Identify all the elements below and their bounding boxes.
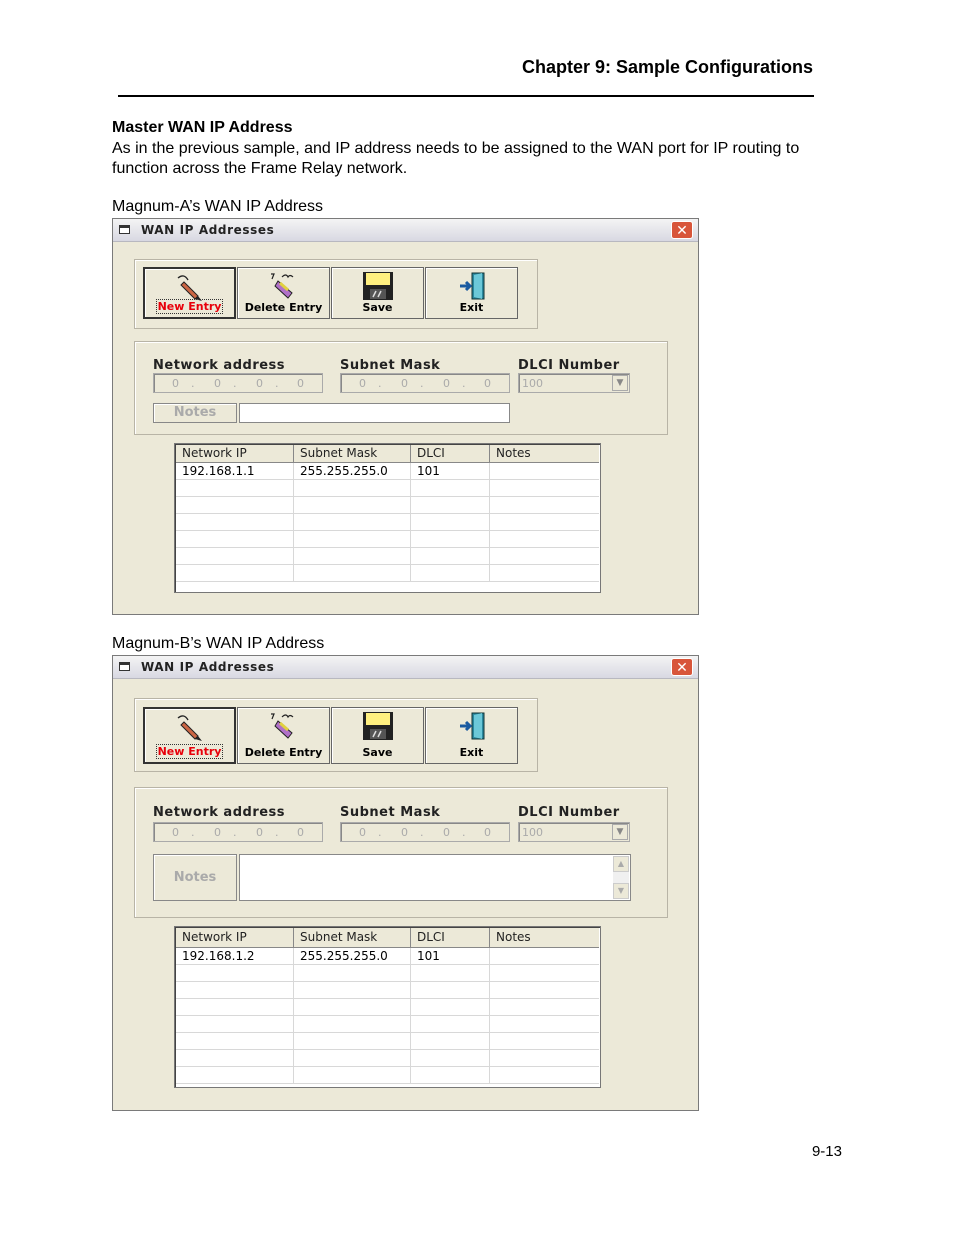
window-icon <box>119 225 130 234</box>
save-button[interactable] <box>331 267 424 319</box>
close-button[interactable]: ✕ <box>671 658 693 676</box>
wan-ip-window-b <box>112 655 699 1111</box>
toolbar <box>134 259 538 329</box>
column-dlci[interactable]: DLCI <box>411 445 490 462</box>
section-title: Master WAN IP Address <box>112 119 293 136</box>
header-rule <box>118 95 814 97</box>
dlci-number-label: DLCI Number <box>518 805 620 820</box>
caption-magnum-b: Magnum-B’s WAN IP Address <box>112 635 325 652</box>
floppy-disk-icon <box>362 711 394 741</box>
table-row-empty <box>176 480 599 497</box>
table-row-empty <box>176 1016 599 1033</box>
cell-dlci: 101 <box>411 948 490 964</box>
subnet-mask-input[interactable]: 0 . 0 . 0 . 0 <box>340 373 510 393</box>
subnet-mask-label: Subnet Mask <box>340 358 441 373</box>
table-header <box>176 445 599 463</box>
new-entry-button[interactable] <box>143 267 236 319</box>
mask-octet-4: 0 <box>484 377 491 390</box>
chevron-down-icon[interactable]: ▼ <box>612 824 628 840</box>
table-row[interactable] <box>176 463 599 480</box>
chapter-header: Chapter 9: Sample Configurations <box>521 57 813 77</box>
cell-subnet-mask: 255.255.255.0 <box>294 463 411 479</box>
table-row-empty <box>176 514 599 531</box>
column-notes[interactable]: Notes <box>490 445 601 462</box>
eraser-icon <box>268 711 300 741</box>
entry-form <box>134 787 668 918</box>
toolbar <box>134 698 538 772</box>
column-subnet-mask[interactable]: Subnet Mask <box>294 445 411 462</box>
notes-button[interactable]: Notes <box>153 854 237 901</box>
column-network-ip[interactable]: Network IP <box>176 928 294 947</box>
table-row-empty <box>176 1033 599 1050</box>
network-address-input[interactable]: 0 . 0 . 0 . 0 <box>153 373 323 393</box>
notes-field[interactable] <box>239 403 510 423</box>
title-bar <box>113 656 698 679</box>
save-label: Save <box>362 746 393 759</box>
pen-icon <box>174 272 206 302</box>
notes-scrollbar[interactable] <box>613 856 629 899</box>
save-button[interactable] <box>331 707 424 764</box>
table-header <box>176 928 599 948</box>
network-address-label: Network address <box>153 358 286 373</box>
cell-network-ip: 192.168.1.1 <box>176 463 294 479</box>
mask-octet-1: 0 <box>359 377 366 390</box>
exit-label: Exit <box>459 746 484 759</box>
page-number: 9-13 <box>811 1143 842 1160</box>
ip-octet-1: 0 <box>172 826 179 839</box>
exit-button[interactable] <box>425 267 518 319</box>
mask-octet-2: 0 <box>401 826 408 839</box>
window-title: WAN IP Addresses <box>141 223 275 237</box>
section-body: As in the previous sample, and IP address needs to be assigned to the WAN port for IP routing to function across the Frame Relay network. <box>112 140 800 177</box>
new-entry-button[interactable] <box>143 707 236 764</box>
exit-button[interactable] <box>425 707 518 764</box>
delete-entry-button[interactable] <box>237 267 330 319</box>
dlci-value: 100 <box>522 377 543 390</box>
table-row-empty <box>176 531 599 548</box>
table-row-empty <box>176 497 599 514</box>
table-row-empty <box>176 565 599 582</box>
mask-octet-2: 0 <box>401 377 408 390</box>
network-address-label: Network address <box>153 805 286 820</box>
dlci-number-select[interactable] <box>518 373 630 393</box>
pen-icon <box>174 712 206 742</box>
floppy-disk-icon <box>362 271 394 301</box>
subnet-mask-input[interactable]: 0 . 0 . 0 . 0 <box>340 822 510 842</box>
title-bar <box>113 219 698 242</box>
dlci-number-select[interactable] <box>518 822 630 842</box>
chevron-up-icon[interactable]: ▲ <box>613 856 629 872</box>
table-row-empty <box>176 548 599 565</box>
wan-ip-window-a <box>112 218 699 615</box>
table-row-empty <box>176 999 599 1016</box>
wan-address-table <box>174 443 601 593</box>
cell-network-ip: 192.168.1.2 <box>176 948 294 964</box>
delete-entry-label: Delete Entry <box>244 746 323 759</box>
ip-octet-2: 0 <box>214 377 221 390</box>
table-row-empty <box>176 965 599 982</box>
chevron-down-icon[interactable]: ▼ <box>613 883 629 899</box>
close-button[interactable]: ✕ <box>671 221 693 239</box>
dlci-number-label: DLCI Number <box>518 358 620 373</box>
table-row-empty <box>176 1050 599 1067</box>
column-network-ip[interactable]: Network IP <box>176 445 294 462</box>
mask-octet-4: 0 <box>484 826 491 839</box>
dlci-value: 100 <box>522 826 543 839</box>
table-row-empty <box>176 1067 599 1084</box>
table-row[interactable] <box>176 948 599 965</box>
chevron-down-icon[interactable]: ▼ <box>612 375 628 391</box>
column-notes[interactable]: Notes <box>490 928 601 947</box>
ip-octet-3: 0 <box>256 377 263 390</box>
cell-dlci: 101 <box>411 463 490 479</box>
ip-octet-1: 0 <box>172 377 179 390</box>
mask-octet-3: 0 <box>443 377 450 390</box>
mask-octet-1: 0 <box>359 826 366 839</box>
window-icon <box>119 662 130 671</box>
cell-subnet-mask: 255.255.255.0 <box>294 948 411 964</box>
ip-octet-3: 0 <box>256 826 263 839</box>
new-entry-label: New Entry <box>157 300 222 313</box>
caption-magnum-a: Magnum-A’s WAN IP Address <box>112 198 324 215</box>
delete-entry-button[interactable] <box>237 707 330 764</box>
ip-octet-2: 0 <box>214 826 221 839</box>
wan-address-table <box>174 926 601 1088</box>
ip-octet-4: 0 <box>297 377 304 390</box>
delete-entry-label: Delete Entry <box>244 301 323 314</box>
network-address-input[interactable]: 0 . 0 . 0 . 0 <box>153 822 323 842</box>
exit-door-icon <box>456 711 488 741</box>
entry-form <box>134 341 668 435</box>
eraser-icon <box>268 271 300 301</box>
column-subnet-mask[interactable]: Subnet Mask <box>294 928 411 947</box>
notes-field[interactable] <box>239 854 631 901</box>
subnet-mask-label: Subnet Mask <box>340 805 441 820</box>
ip-octet-4: 0 <box>297 826 304 839</box>
exit-label: Exit <box>459 301 484 314</box>
window-title: WAN IP Addresses <box>141 660 275 674</box>
notes-button[interactable]: Notes <box>153 403 237 423</box>
table-row-empty <box>176 982 599 999</box>
exit-door-icon <box>456 271 488 301</box>
cell-notes <box>490 463 601 479</box>
cell-notes <box>490 948 601 964</box>
save-label: Save <box>362 301 393 314</box>
mask-octet-3: 0 <box>443 826 450 839</box>
column-dlci[interactable]: DLCI <box>411 928 490 947</box>
new-entry-label: New Entry <box>157 745 222 758</box>
